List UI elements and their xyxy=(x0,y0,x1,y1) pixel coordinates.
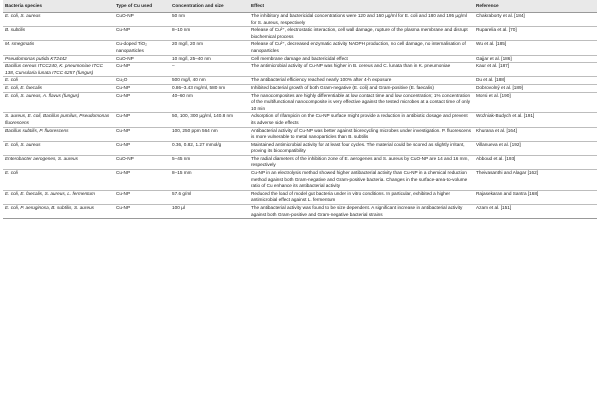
cu-type-cell: Cu-NP xyxy=(114,205,170,219)
cu-type-cell: Cu-NP xyxy=(114,127,170,141)
table-body xyxy=(3,13,597,219)
species-cell: Enterobacter aerogenes, S. aureus xyxy=(3,155,114,169)
table-row xyxy=(3,127,597,141)
table-row xyxy=(3,170,597,191)
reference-cell: Ruparelia et al. [70] xyxy=(474,27,597,41)
table-row xyxy=(3,84,597,92)
table-row xyxy=(3,155,597,169)
table-row xyxy=(3,92,597,113)
concentration-cell: – xyxy=(170,63,249,77)
species-cell: M. smegmatis xyxy=(3,41,114,55)
cu-type-cell: Cu-NP xyxy=(114,92,170,113)
header-row xyxy=(3,0,597,13)
effect-cell: The antibacterial efficiency reached nearly 100% after 4-h exposure xyxy=(249,77,474,85)
cu-type-cell: Cu-NP xyxy=(114,170,170,191)
species-cell: S. aureus, E. coli, Bacillus pumilus, Pseudomonas fluorescens xyxy=(3,113,114,127)
reference-cell: Khurana et al. [164] xyxy=(474,127,597,141)
concentration-cell: 57.6 g/ml xyxy=(170,190,249,204)
reference-cell: Woźniak-Budych et al. [191] xyxy=(474,113,597,127)
cu-type-cell: Cu-NP xyxy=(114,27,170,41)
effect-cell: Inhibited bacterial growth of both Gram-negative (E. coli) and Gram-positive (E. faecalis) xyxy=(249,84,474,92)
cu-type-cell: Cu-NP xyxy=(114,63,170,77)
concentration-cell: 40–60 nm xyxy=(170,92,249,113)
header-type-of-cu: Type of Cu used xyxy=(114,0,170,13)
reference-cell: Gajjar et al. [186] xyxy=(474,55,597,63)
species-cell: E. coli xyxy=(3,170,114,191)
table-row xyxy=(3,77,597,85)
cu-type-cell: Cu-NP xyxy=(114,190,170,204)
concentration-cell: 500 mg/l, 40 nm xyxy=(170,77,249,85)
reference-cell: Chakraborty et al. [184] xyxy=(474,13,597,27)
effect-cell: The inhibitory and bactericidal concentrations were 120 and 160 µg/ml for E. coli and 180 and 195 µg/ml for S. aureus, respectively xyxy=(249,13,474,27)
reference-cell: Rajasekaran and Santra [168] xyxy=(474,190,597,204)
cu-type-cell: CuO-NP xyxy=(114,155,170,169)
cu-type-cell: Cu-NP xyxy=(114,84,170,92)
reference-cell: Dobrovolný et al. [189] xyxy=(474,84,597,92)
table-row xyxy=(3,113,597,127)
reference-cell: Kaur et al. [187] xyxy=(474,63,597,77)
cu-type-cell: Cu-doped TiO₂ nanoparticles xyxy=(114,41,170,55)
concentration-cell: 10 mg/l, 25–40 nm xyxy=(170,55,249,63)
species-cell: Pseudomonas putida KT2442 xyxy=(3,55,114,63)
effect-cell: The nanocomposites are highly differentiable at low contact time and low concentration; 1% concentration of the multifunctional nanocomposite is very effective against the tested microbes at a contact time of only 10 min xyxy=(249,92,474,113)
bacteria-table xyxy=(3,0,597,219)
effect-cell: Cu-NP in an electrolysis method showed higher antibacterial activity than Cu-NP in a chemical reduction method against both Gram-negative and Gram-positive bacteria. Changes in the surface-area-to-volume ratio of Cu enhance its antibacterial activity xyxy=(249,170,474,191)
species-cell: E. coli, S. aureus, A. flavus (fungus) xyxy=(3,92,114,113)
table-row xyxy=(3,63,597,77)
effect-cell: The antimicrobial activity of Cu-NP was higher in B. cereus and C. lunata than in K. pneumoniae xyxy=(249,63,474,77)
effect-cell: Release of Cu²⁺, decreased enzymatic activity NADPH production, no cell damage, no internalisation of nanoparticles xyxy=(249,41,474,55)
concentration-cell: 50 nm xyxy=(170,13,249,27)
concentration-cell: 100, 250 ppm 564 nm xyxy=(170,127,249,141)
reference-cell: Du et al. [188] xyxy=(474,77,597,85)
header-bacteria-species: Bacteria species xyxy=(3,0,114,13)
reference-cell: Theivasanthi and Alagar [162] xyxy=(474,170,597,191)
concentration-cell: 20 mg/l, 20 nm xyxy=(170,41,249,55)
species-cell: E. coli xyxy=(3,77,114,85)
effect-cell: Release of Cu²⁺, electrostatic interaction, cell wall damage, rupture of the plasma membrane and disrupt biochemical process xyxy=(249,27,474,41)
table-row xyxy=(3,55,597,63)
concentration-cell: 100 µl xyxy=(170,205,249,219)
effect-cell: Maintained antimicrobial activity for at least four cycles. The material could be scored as slightly irritant, proving its biocompatibility xyxy=(249,141,474,155)
concentration-cell: 8–15 mm xyxy=(170,170,249,191)
table-row xyxy=(3,27,597,41)
header-reference: Reference xyxy=(474,0,597,13)
reference-cell: Azam et al. [151] xyxy=(474,205,597,219)
reference-cell: Abboud et al. [193] xyxy=(474,155,597,169)
species-cell: E. coli, E. faecalis, S. aureus, L. fermentum xyxy=(3,190,114,204)
species-cell: Bacillus subtilis, P. fluorescens xyxy=(3,127,114,141)
table-row xyxy=(3,41,597,55)
effect-cell: The antibacterial activity was found to be size dependent. A significant increase in antibacterial activity against both Gram-positive and Gram-negative bacterial strains xyxy=(249,205,474,219)
effect-cell: The radial diameters of the inhibition zone of E. aerogenes and S. aureus by CuO-NP are 14 and 16 mm, respectively xyxy=(249,155,474,169)
effect-cell: Reduced the load of model gut bacteria under in vitro conditions. In particular, exhibited a higher antimicrobial effect against L. fermentum xyxy=(249,190,474,204)
effect-cell: Adsorption of rifampicin on the Cu-NP surface might provide a reduction in antibiotic dosage and prevent its adverse side effects xyxy=(249,113,474,127)
effect-cell: Antibacterial activity of Cu-NP was better against biorecycling microbes under investigation. P. fluorescens is more vulnerable to metal nanoparticles than B. subtilis xyxy=(249,127,474,141)
cu-type-cell: CuO-NP xyxy=(114,55,170,63)
species-cell: E. coli, S. aureus xyxy=(3,13,114,27)
cu-type-cell: CuO-NP xyxy=(114,13,170,27)
species-cell: E. coli, P. aeruginosa, B. subtilis, S. aureus xyxy=(3,205,114,219)
species-cell: B. subtilis xyxy=(3,27,114,41)
concentration-cell: 0.86–3.43 mg/ml, 580 nm xyxy=(170,84,249,92)
cu-type-cell: Cu-NP xyxy=(114,141,170,155)
table-row xyxy=(3,190,597,204)
table-row xyxy=(3,13,597,27)
table-row xyxy=(3,205,597,219)
species-cell: Bacillus cereus ITCC240, K. pneumoniae ITCC 138, Curvularia lunata ITCC 6257 (fungus) xyxy=(3,63,114,77)
concentration-cell: 50, 100, 300 µg/ml, 140.8 nm xyxy=(170,113,249,127)
header-effect: Effect xyxy=(249,0,474,13)
concentration-cell: 8–10 nm xyxy=(170,27,249,41)
concentration-cell: 5–45 nm xyxy=(170,155,249,169)
cu-type-cell: Cu-NP xyxy=(114,113,170,127)
species-cell: E. coli, E. faecalis xyxy=(3,84,114,92)
concentration-cell: 0.36, 0.82, 1.27 mmol/g xyxy=(170,141,249,155)
table-header xyxy=(3,0,597,13)
cu-type-cell: Cu₂O xyxy=(114,77,170,85)
reference-cell: Villanueva et al. [192] xyxy=(474,141,597,155)
reference-cell: Wu et al. [185] xyxy=(474,41,597,55)
species-cell: E. coli, S. aureus xyxy=(3,141,114,155)
reference-cell: Morsi et al. [190] xyxy=(474,92,597,113)
table-row xyxy=(3,141,597,155)
effect-cell: Cell membrane damage and bactericidal effect xyxy=(249,55,474,63)
header-concentration-size: Concentration and size xyxy=(170,0,249,13)
